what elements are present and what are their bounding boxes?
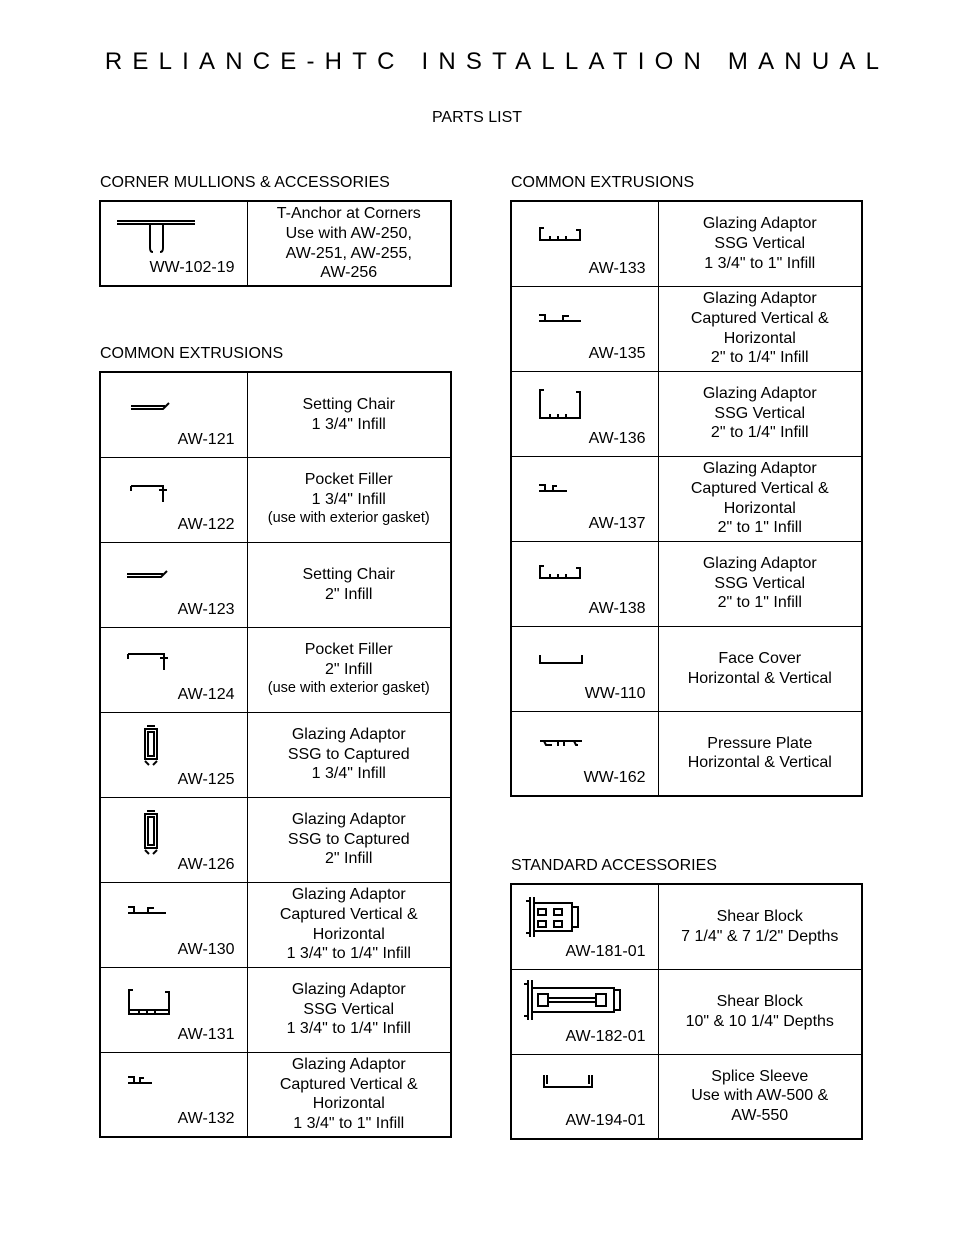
part-drawing-cell: [511, 286, 658, 371]
part-description: [658, 969, 862, 1054]
part-number: AW-194-01: [565, 1112, 646, 1129]
description-line: Horizontal: [312, 925, 385, 943]
part-number: AW-135: [588, 344, 646, 362]
description-line: Horizontal: [723, 499, 796, 517]
part-drawing-cell: [100, 712, 247, 797]
description-line: SSG Vertical: [303, 1000, 395, 1018]
pocket-filler-profile-icon: [126, 650, 186, 680]
part-drawing-cell: [511, 969, 658, 1054]
description-line: SSG Vertical: [714, 574, 806, 592]
description-line: Setting Chair: [302, 396, 395, 414]
part-description: [658, 884, 862, 969]
glazing-adaptor-ssg-captured-icon: [139, 723, 169, 768]
table-row: [100, 882, 451, 967]
description-line: Captured Vertical &: [279, 905, 418, 923]
table-row: [511, 371, 862, 456]
description-line: AW-251, AW-255,: [285, 244, 412, 262]
description-line: 2" to 1" Infill: [717, 594, 802, 612]
description-line: Captured Vertical &: [279, 1075, 418, 1093]
description-line: SSG Vertical: [714, 404, 806, 422]
part-drawing-cell: [100, 797, 247, 882]
part-number: AW-136: [588, 429, 646, 447]
table-row: [100, 712, 451, 797]
description-line: Pocket Filler: [304, 641, 393, 659]
glazing-adaptor-captured-icon: [537, 311, 597, 331]
description-line: 2" Infill: [325, 585, 373, 603]
description-line: Glazing Adaptor: [702, 555, 817, 573]
section-label-common-extrusions-left: COMMON EXTRUSIONS: [100, 345, 284, 362]
part-number: AW-123: [177, 600, 235, 618]
table-row: [100, 797, 451, 882]
table-row: [100, 967, 451, 1052]
description-line: Glazing Adaptor: [291, 811, 406, 829]
part-drawing-cell: [511, 711, 658, 796]
t-anchor-profile-icon: [115, 216, 205, 256]
glazing-adaptor-ssg-icon: [538, 386, 588, 422]
description-line: Glazing Adaptor: [291, 726, 406, 744]
part-number: AW-182-01: [565, 1027, 646, 1045]
description-line: 2" to 1/4" Infill: [710, 424, 809, 442]
section-label-standard-accessories: STANDARD ACCESSORIES: [511, 857, 717, 874]
shear-block-profile-icon: [524, 893, 584, 943]
part-drawing-cell: [511, 884, 658, 969]
part-description: [658, 286, 862, 371]
table-row: [511, 969, 862, 1054]
table-row: [100, 457, 451, 542]
part-description: [658, 626, 862, 711]
description-line: Glazing Adaptor: [702, 290, 817, 308]
part-number: AW-124: [177, 685, 235, 703]
table-corner-mullions: [99, 200, 452, 287]
description-line: 1 3/4" to 1" Infill: [293, 1114, 405, 1132]
description-line: Captured Vertical &: [690, 309, 829, 327]
description-line: Use with AW-250,: [285, 224, 412, 242]
description-line: (use with exterior gasket): [267, 680, 430, 697]
description-line: 2" to 1/4" Infill: [710, 349, 809, 367]
part-drawing-cell: [100, 201, 247, 286]
glazing-adaptor-ssg-captured-icon: [139, 808, 169, 858]
table-row: [511, 1054, 862, 1139]
description-line: Face Cover: [718, 649, 802, 667]
part-drawing-cell: [511, 626, 658, 711]
description-line: T-Anchor at Corners: [276, 205, 421, 223]
setting-chair-profile-icon: [129, 395, 189, 425]
description-line: 1 3/4" Infill: [311, 490, 386, 508]
description-line: Pressure Plate: [707, 734, 813, 752]
part-description: [658, 1054, 862, 1139]
part-description: [247, 627, 451, 712]
description-line: AW-550: [731, 1107, 789, 1125]
part-number: WW-102-19: [149, 259, 235, 276]
page-title: RELIANCE-HTC INSTALLATION MANUAL: [104, 48, 890, 75]
table-common-extrusions-right: [510, 200, 863, 797]
description-line: 2" Infill: [325, 850, 373, 868]
description-line: Horizontal: [723, 329, 796, 347]
description-line: 1 3/4" Infill: [311, 765, 386, 783]
table-row: [100, 627, 451, 712]
part-number: AW-181-01: [565, 942, 646, 960]
table-row: [511, 286, 862, 371]
description-line: Pocket Filler: [304, 471, 393, 489]
part-description: [658, 711, 862, 796]
part-description: [247, 967, 451, 1052]
glazing-adaptor-ssg-icon: [538, 562, 588, 586]
description-line: Glazing Adaptor: [291, 886, 406, 904]
table-common-extrusions-left: [99, 371, 452, 1138]
description-line: 1 3/4" to 1" Infill: [704, 254, 816, 272]
table-row: [100, 542, 451, 627]
description-line: Shear Block: [716, 992, 803, 1010]
glazing-adaptor-ssg-icon: [538, 224, 588, 248]
part-number: AW-130: [177, 940, 235, 958]
part-description: [247, 457, 451, 542]
section-label-corner-mullions: CORNER MULLIONS & ACCESSORIES: [100, 174, 390, 191]
setting-chair-profile-icon: [125, 563, 185, 593]
description-line: Shear Block: [716, 908, 803, 926]
part-number: AW-137: [588, 514, 646, 532]
part-description: [658, 371, 862, 456]
table-row: [511, 201, 862, 286]
part-description: [247, 542, 451, 627]
description-line: Horizontal & Vertical: [687, 754, 832, 772]
part-number: AW-133: [588, 259, 646, 277]
part-description: [247, 797, 451, 882]
part-description: [247, 372, 451, 457]
table-row: [100, 1052, 451, 1137]
page-subtitle: PARTS LIST: [431, 109, 523, 126]
description-line: 2" to 1" Infill: [717, 519, 802, 537]
part-number: AW-125: [177, 770, 235, 788]
pocket-filler-profile-icon: [129, 482, 189, 512]
part-number: AW-138: [588, 599, 646, 617]
glazing-adaptor-captured-icon: [537, 481, 577, 501]
splice-sleeve-profile-icon: [542, 1073, 602, 1097]
description-line: SSG to Captured: [287, 830, 410, 848]
table-row: [511, 711, 862, 796]
table-row: [100, 372, 451, 457]
part-drawing-cell: [511, 1054, 658, 1139]
pressure-plate-profile-icon: [538, 736, 588, 756]
section-label-common-extrusions-right: COMMON EXTRUSIONS: [511, 174, 695, 191]
description-line: 1 3/4" Infill: [311, 415, 386, 433]
description-line: Glazing Adaptor: [291, 981, 406, 999]
table-row: [511, 626, 862, 711]
description-line: Setting Chair: [302, 565, 395, 583]
part-drawing-cell: [100, 882, 247, 967]
face-cover-profile-icon: [538, 651, 588, 671]
description-line: Horizontal: [312, 1095, 385, 1113]
part-description: [658, 456, 862, 541]
part-drawing-cell: [511, 371, 658, 456]
table-row: [511, 456, 862, 541]
description-line: Splice Sleeve: [711, 1067, 809, 1085]
part-drawing-cell: [511, 541, 658, 626]
part-description: [658, 541, 862, 626]
description-line: Captured Vertical &: [690, 479, 829, 497]
part-drawing-cell: [511, 456, 658, 541]
table-standard-accessories: [510, 883, 863, 1140]
description-line: 2" Infill: [325, 660, 373, 678]
part-drawing-cell: [100, 457, 247, 542]
part-description: [247, 712, 451, 797]
description-line: Glazing Adaptor: [291, 1056, 406, 1074]
description-line: AW-256: [320, 264, 378, 282]
part-number: AW-131: [177, 1025, 235, 1043]
glazing-adaptor-ssg-icon: [127, 986, 177, 1018]
part-drawing-cell: [100, 372, 247, 457]
part-number: AW-126: [177, 855, 235, 873]
part-drawing-cell: [100, 967, 247, 1052]
part-number: AW-122: [177, 515, 235, 533]
description-line: Use with AW-500 &: [691, 1087, 829, 1105]
table-row: [511, 541, 862, 626]
part-number: WW-110: [584, 684, 646, 702]
description-line: 7 1/4" & 7 1/2" Depths: [681, 927, 839, 945]
part-drawing-cell: [100, 627, 247, 712]
description-line: 10" & 10 1/4" Depths: [685, 1012, 834, 1030]
part-description: [247, 1052, 451, 1137]
part-description: [658, 201, 862, 286]
part-number: WW-162: [583, 769, 646, 786]
part-description: [247, 882, 451, 967]
part-drawing-cell: [511, 201, 658, 286]
shear-block-profile-icon: [522, 976, 626, 1026]
part-number: AW-132: [177, 1110, 235, 1127]
description-line: Glazing Adaptor: [702, 215, 817, 233]
description-line: Horizontal & Vertical: [687, 669, 832, 687]
table-row: [100, 201, 451, 286]
part-drawing-cell: [100, 542, 247, 627]
part-drawing-cell: [100, 1052, 247, 1137]
description-line: (use with exterior gasket): [267, 510, 430, 527]
part-description: [247, 201, 451, 286]
description-line: Glazing Adaptor: [702, 460, 817, 478]
description-line: 1 3/4" to 1/4" Infill: [286, 1020, 411, 1038]
glazing-adaptor-captured-icon: [126, 1073, 166, 1093]
description-line: SSG Vertical: [714, 234, 806, 252]
description-line: 1 3/4" to 1/4" Infill: [286, 945, 411, 963]
glazing-adaptor-captured-icon: [126, 903, 186, 923]
description-line: SSG to Captured: [287, 745, 410, 763]
description-line: Glazing Adaptor: [702, 385, 817, 403]
table-row: [511, 884, 862, 969]
part-number: AW-121: [177, 430, 235, 448]
